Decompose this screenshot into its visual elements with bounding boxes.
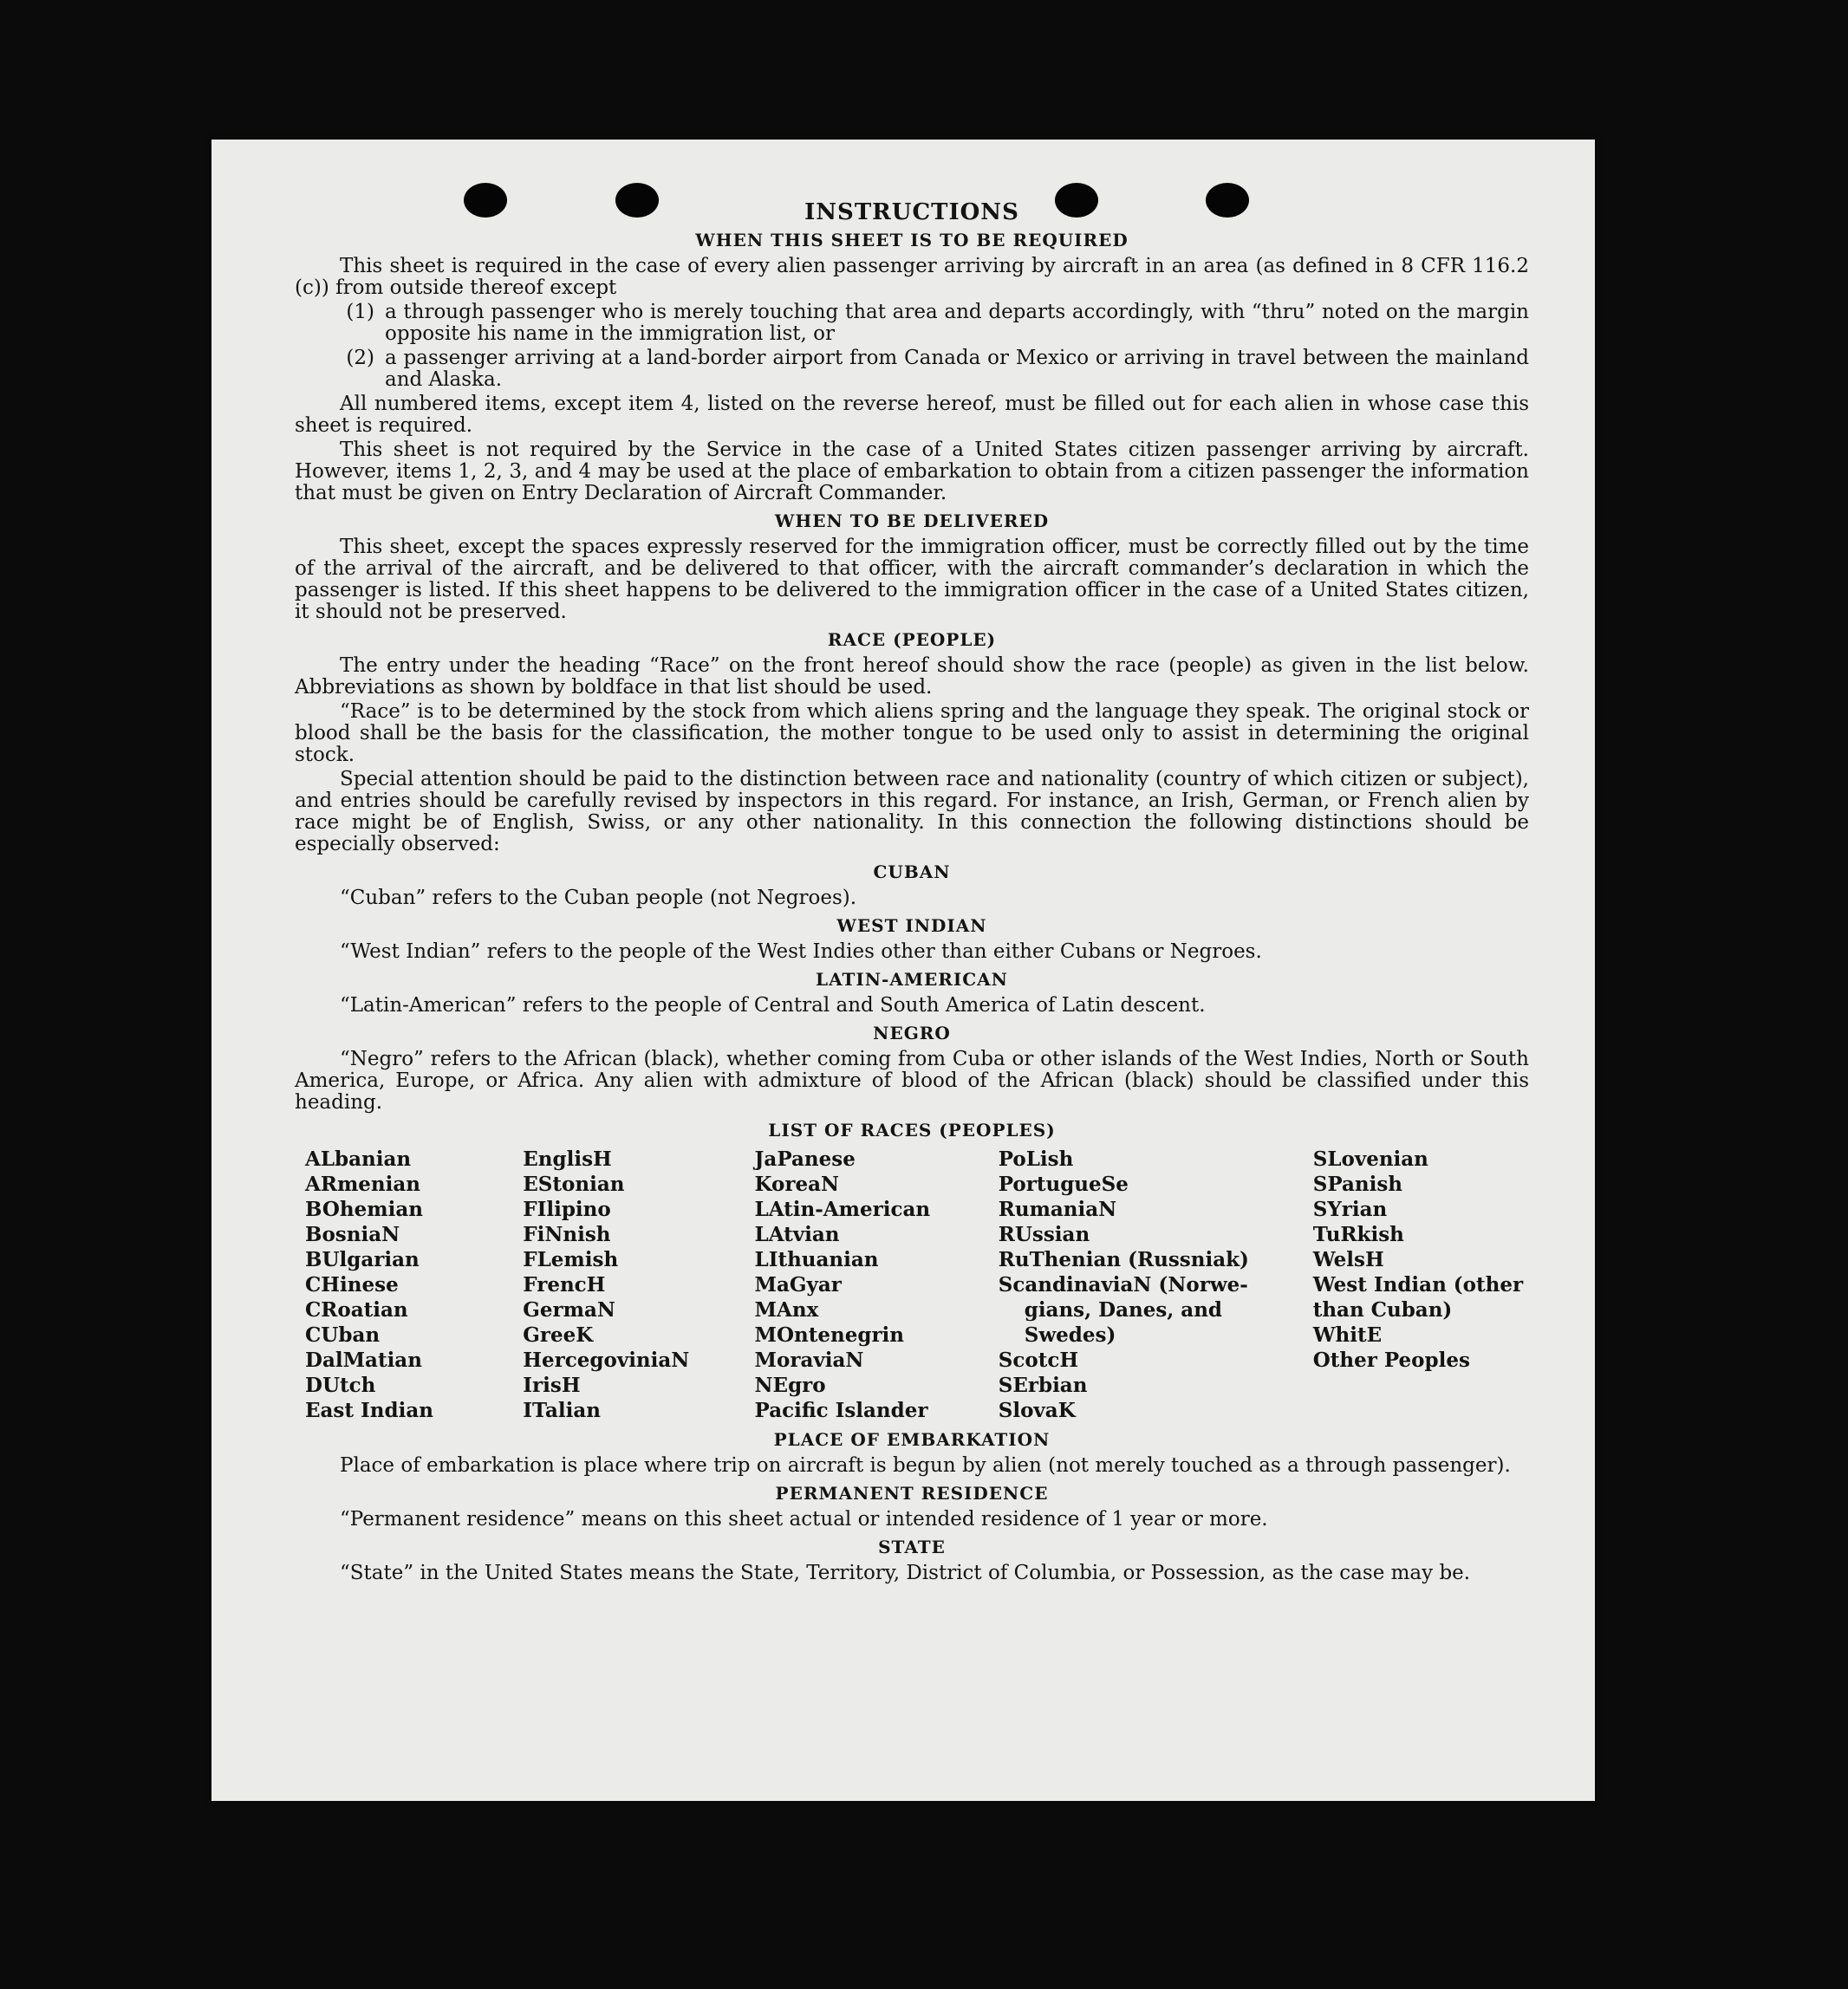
exception-2-number: (2) xyxy=(346,347,374,369)
race-entry: MOntenegrin xyxy=(754,1323,905,1347)
exception-1-text: a through passenger who is merely touching that area and departs accordingly, with “thru” noted on the margin opposite his name in the immigration list, or xyxy=(385,301,1529,345)
exception-1-number: (1) xyxy=(346,301,374,323)
race-paragraph-3: Special attention should be paid to the distinction between race and nationality (country of which citizen or subject), and entries should be carefully revised by inspectors in this regard. For instance, an Irish, German, or French alien by race might be of English, Swiss, or any other nationality. In this connection the following distinctions should be especially observed: xyxy=(295,768,1529,855)
race-paragraph-2: “Race” is to be determined by the stock from which aliens spring and the language they speak. The original stock or blood shall be the basis for the classification, the mother tongue to be used only to assist in determining the original stock. xyxy=(295,700,1529,766)
race-entry: EnglisH xyxy=(523,1147,612,1171)
race-entry: ScotcH xyxy=(998,1349,1079,1372)
numbered-items-note: All numbered items, except item 4, listed on the reverse hereof, must be filled out for each alien in whose case this sheet is required. xyxy=(295,393,1529,437)
race-entry: KoreaN xyxy=(754,1173,840,1196)
race-entry: CUban xyxy=(305,1323,381,1347)
heading-embarkation: PLACE OF EMBARKATION xyxy=(773,1429,1051,1450)
race-entry: SYrian xyxy=(1312,1198,1388,1221)
race-entry: DUtch xyxy=(305,1374,376,1397)
race-entry: gians, Danes, and xyxy=(1024,1298,1223,1322)
exception-2-text: a passenger arriving at a land-border airport from Canada or Mexico or arriving in travel between the mainland and Alaska. xyxy=(385,347,1529,391)
race-entry: EStonian xyxy=(523,1173,625,1196)
race-entry: FIlipino xyxy=(523,1198,611,1221)
race-entry: ARmenian xyxy=(305,1173,421,1196)
race-entry: GreeK xyxy=(523,1323,594,1347)
state-text: “State” in the United States means the State, Territory, District of Columbia, or Possession, as the case may be. xyxy=(340,1562,1471,1584)
residence-text: “Permanent residence” means on this sheet actual or intended residence of 1 year or more. xyxy=(340,1508,1268,1531)
race-entry: FiNnish xyxy=(523,1223,611,1246)
document-sheet xyxy=(211,140,1595,1801)
race-entry: RuThenian (Russniak) xyxy=(998,1248,1249,1271)
race-entry: Swedes) xyxy=(1024,1323,1116,1347)
race-entry: PortugueSe xyxy=(998,1173,1129,1196)
race-entry: SlovaK xyxy=(998,1399,1076,1422)
race-entry: GermaN xyxy=(523,1298,615,1322)
race-entry: than Cuban) xyxy=(1312,1298,1453,1322)
heading-cuban: CUBAN xyxy=(873,861,951,882)
latin-american-text: “Latin-American” refers to the people of Central and South America of Latin descent. xyxy=(340,994,1206,1017)
race-entry: East Indian xyxy=(305,1399,433,1422)
exception-1 xyxy=(295,302,1529,345)
race-entry: Pacific Islander xyxy=(754,1399,928,1422)
heading-latin-american: LATIN-AMERICAN xyxy=(816,969,1008,990)
race-entry: West Indian (other xyxy=(1312,1273,1524,1297)
race-entry: WhitE xyxy=(1312,1323,1383,1347)
heading-list-of-races: LIST OF RACES (PEOPLES) xyxy=(768,1120,1056,1141)
race-entry: LAtvian xyxy=(754,1223,840,1246)
heading-race: RACE (PEOPLE) xyxy=(827,629,997,650)
race-entry: LIthuanian xyxy=(754,1248,879,1271)
race-entry: CHinese xyxy=(305,1273,399,1297)
race-entry: NEgro xyxy=(754,1374,826,1397)
west-indian-text: “West Indian” refers to the people of the West Indies other than either Cubans or Negroes. xyxy=(340,940,1262,963)
race-entry: RUssian xyxy=(998,1223,1090,1246)
negro-text: “Negro” refers to the African (black), whether coming from Cuba or other islands of the West Indies, North or South America, Europe, or Africa. Any alien with admixture of blood of the African (black) should be classified under this heading. xyxy=(295,1048,1529,1114)
race-entry: SLovenian xyxy=(1312,1147,1428,1171)
race-entry: SPanish xyxy=(1312,1173,1403,1196)
cuban-text: “Cuban” refers to the Cuban people (not Negroes). xyxy=(340,887,857,909)
races-column-3 xyxy=(755,1147,999,1423)
required-intro: This sheet is required in the case of every alien passenger arriving by aircraft in an area (as defined in 8 CFR 116.2 (c)) from outside thereof except xyxy=(295,255,1529,299)
race-entry: PoLish xyxy=(998,1147,1074,1171)
race-entry: DalMatian xyxy=(305,1349,422,1372)
races-column-5 xyxy=(1313,1147,1529,1423)
race-entry: TuRkish xyxy=(1312,1223,1404,1246)
heading-delivered: WHEN TO BE DELIVERED xyxy=(774,510,1050,531)
delivered-text: This sheet, except the spaces expressly reserved for the immigration officer, must be correctly filled out by the time of the arrival of the aircraft, and be delivered to that officer, with the aircraft commander’s declaration in which the passenger is listed. If this sheet happens to be delivered to the immigration officer in the case of a United States citizen, it should not be preserved. xyxy=(295,536,1529,623)
races-column-2 xyxy=(523,1147,754,1423)
embarkation-text: Place of embarkation is place where trip on aircraft is begun by alien (not merely touched as a through passenger). xyxy=(340,1454,1511,1477)
race-entry: LAtin-American xyxy=(754,1198,931,1221)
heading-required: WHEN THIS SHEET IS TO BE REQUIRED xyxy=(695,230,1129,250)
race-paragraph-1: The entry under the heading “Race” on the front hereof should show the race (people) as given in the list below. Abbreviations as shown by boldface in that list should be used. xyxy=(295,654,1529,699)
citizen-note: This sheet is not required by the Service in the case of a United States citizen passenger arriving by aircraft. However, items 1, 2, 3, and 4 may be used at the place of embarkation to obtain from a citizen passenger the information that must be given on Entry Declaration of Aircraft Commander. xyxy=(295,439,1529,504)
race-entry: IrisH xyxy=(523,1374,581,1397)
race-entry: Other Peoples xyxy=(1312,1349,1470,1372)
races-column-1 xyxy=(305,1147,523,1423)
instructions-content xyxy=(295,199,1529,1587)
race-entry: ALbanian xyxy=(305,1147,412,1171)
race-entry: MaGyar xyxy=(754,1273,842,1297)
race-entry: WelsH xyxy=(1312,1248,1384,1271)
heading-state: STATE xyxy=(878,1537,946,1557)
races-list xyxy=(305,1147,1529,1423)
race-entry: ITalian xyxy=(523,1399,601,1422)
race-entry: MoraviaN xyxy=(754,1349,864,1372)
race-entry: FLemish xyxy=(523,1248,619,1271)
race-entry: MAnx xyxy=(754,1298,819,1322)
exception-2 xyxy=(295,348,1529,391)
race-entry: CRoatian xyxy=(305,1298,408,1322)
race-entry: FrencH xyxy=(523,1273,606,1297)
race-entry: SErbian xyxy=(998,1374,1088,1397)
page-title: INSTRUCTIONS xyxy=(804,199,1019,225)
race-entry: BOhemian xyxy=(305,1198,423,1221)
heading-negro: NEGRO xyxy=(873,1023,951,1043)
race-entry: ScandinaviaN (Norwe- xyxy=(998,1273,1248,1297)
race-entry: BUlgarian xyxy=(305,1248,420,1271)
heading-west-indian: WEST INDIAN xyxy=(836,915,987,936)
races-column-4 xyxy=(999,1147,1313,1423)
heading-residence: PERMANENT RESIDENCE xyxy=(775,1483,1049,1504)
race-entry: HercegoviniaN xyxy=(523,1349,690,1372)
race-entry: RumaniaN xyxy=(998,1198,1117,1221)
race-entry: JaPanese xyxy=(754,1147,856,1171)
race-entry: BosniaN xyxy=(305,1223,400,1246)
